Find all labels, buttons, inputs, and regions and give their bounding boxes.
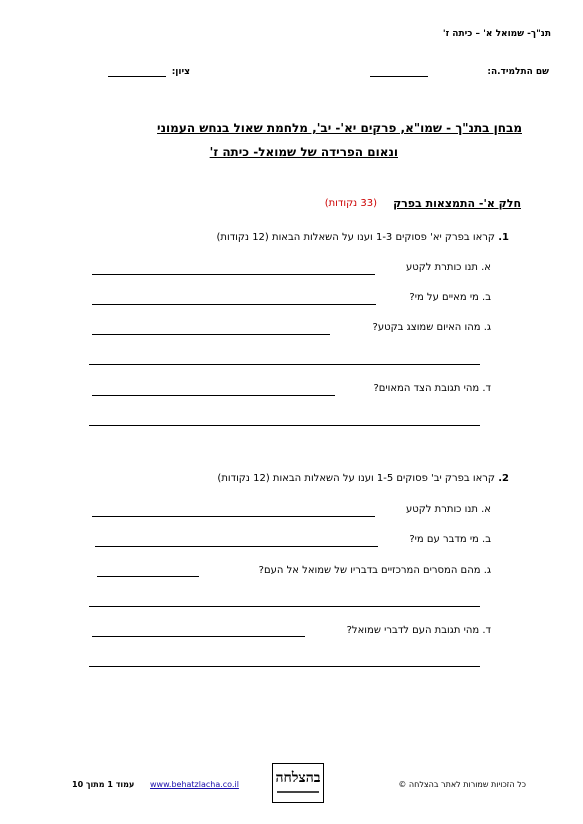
footer-page-number: עמוד 1 מתוך 10 xyxy=(72,780,135,789)
question-1-prompt: קראו בפרק יא' פסוקים 1-3 וענו על השאלות הבאות (12 נקודות) xyxy=(216,232,496,243)
answer-line-2a[interactable] xyxy=(92,516,375,517)
question-1-number: 1. xyxy=(498,232,509,243)
exam-title-line1: מבחן בתנ"ך - שמו"א, פרקים יא'- יב', מלחמת שאול בנחש העמוני xyxy=(157,121,522,135)
footer-website-link[interactable]: www.behatzlacha.co.il xyxy=(150,780,239,789)
question-1d: ד. מהי תגובת הצד המאוים? xyxy=(373,383,491,394)
logo-text: בהצלחה xyxy=(275,770,321,786)
footer-copyright: כל הזכויות שמורות לאתר בהצלחה © xyxy=(398,780,526,789)
behatzlacha-logo xyxy=(272,763,324,803)
logo-tagline-mark xyxy=(277,791,319,793)
answer-line-2b[interactable] xyxy=(95,546,378,547)
question-2-number: 2. xyxy=(498,473,509,484)
answer-line-1a[interactable] xyxy=(92,274,375,275)
question-2c: ג. מהם המסרים המרכזיים בדבריו של שמואל אל העם? xyxy=(258,565,491,576)
course-header: תנ"ך- שמואל א' – כיתה ז' xyxy=(442,29,551,39)
student-name-label: שם התלמיד.ה: xyxy=(487,67,549,77)
answer-line-1d-extra[interactable] xyxy=(89,425,480,426)
question-2b: ב. מי מדבר עם מי? xyxy=(409,534,491,545)
answer-line-2c-extra[interactable] xyxy=(89,606,480,607)
answer-line-1c[interactable] xyxy=(92,334,330,335)
question-2-text xyxy=(217,473,509,484)
question-1-text xyxy=(217,232,509,243)
grade-field[interactable] xyxy=(108,76,166,77)
question-1b: ב. מי מאיים על מי? xyxy=(409,292,491,303)
student-name-field[interactable] xyxy=(370,76,428,77)
answer-line-1b[interactable] xyxy=(92,304,376,305)
answer-line-2d[interactable] xyxy=(92,636,305,637)
question-1c: ג. מהו האיום שמוצג בקטע? xyxy=(372,322,491,333)
answer-line-1c-extra[interactable] xyxy=(89,364,480,365)
question-2-prompt: קראו בפרק יב' פסוקים 1-5 וענו על השאלות הבאות (12 נקודות) xyxy=(217,473,496,484)
grade-label: ציון: xyxy=(171,67,190,77)
question-2a: א. תנו כותרת לקטע xyxy=(405,504,491,515)
answer-line-2d-extra[interactable] xyxy=(89,666,480,667)
answer-line-1d[interactable] xyxy=(92,395,335,396)
exam-title-line2: ונאום הפרידה של שמואל- כיתה ז' xyxy=(209,145,398,159)
section-title: חלק א'- התמצאות בפרק xyxy=(393,197,521,210)
question-2d: ד. מהי תגובת העם לדברי שמואל? xyxy=(346,625,491,636)
answer-line-2c[interactable] xyxy=(97,576,199,577)
section-points: (33 נקודות) xyxy=(324,198,377,209)
question-1a: א. תנו כותרת לקטע xyxy=(405,262,491,273)
